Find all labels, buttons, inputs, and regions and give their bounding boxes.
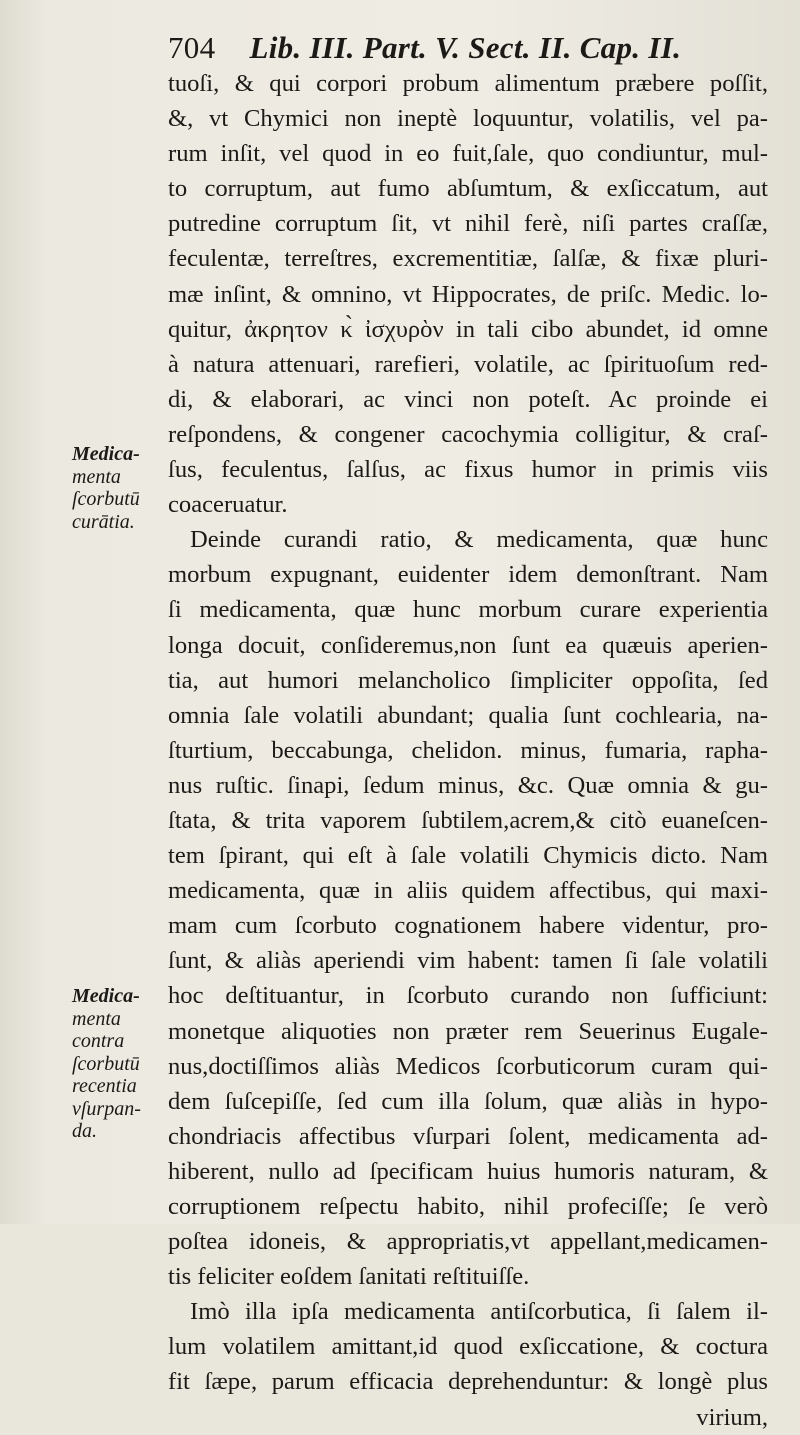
margin-note-line: recentia [72, 1075, 137, 1097]
margin-note-line: curātia. [72, 510, 135, 533]
text-line: omnia ſale volatili abundant; qualia ſunt cochlearia, na- [168, 701, 768, 729]
text-line: Imò illa ipſa medicamenta antiſcorbutica, ſi ſalem il- [190, 1298, 768, 1326]
text-line: Deinde curandi ratio, & medicamenta, quæ hunc [190, 526, 768, 554]
text-line: &, vt Chymici non ineptè loquuntur, volatilis, vel pa- [168, 105, 768, 133]
text-line: tuoſi, & qui corpori probum alimentum præbere poſſit, [168, 70, 768, 97]
margin-note-line: da. [72, 1120, 97, 1142]
text-line: morbum expugnant, euidenter idem demonſtrant. Nam [168, 561, 768, 589]
text-line: ſtata, & trita vaporem ſubtilem,acrem,& citò euaneſcen- [168, 806, 768, 834]
text-line: fit ſæpe, parum efficacia deprehenduntur: & longè plus [168, 1368, 768, 1396]
text-line: reſpondens, & congener cacochymia colligitur, & craſ- [168, 420, 768, 448]
text-line: nus ruſtic. ſinapi, ſedum minus, &c. Quæ omnia & gu- [168, 771, 768, 799]
text-line: ſturtium, beccabunga, chelidon. minus, fumaria, rapha- [168, 736, 768, 764]
margin-note-line: ſcorbutū [72, 1052, 140, 1075]
text-line: hiberent, nullo ad ſpecificam huius humoris naturam, & [168, 1157, 768, 1185]
text-line: mæ inſint, & omnino, vt Hippocrates, de priſc. Medic. lo- [168, 280, 768, 308]
text-line: putredine corruptum ſit, vt nihil ferè, niſi partes craſſæ, [168, 210, 768, 238]
text-line: tem ſpirant, qui eſt à ſale volatili Chymicis dicto. Nam [168, 842, 768, 870]
page-number: 704 [168, 30, 216, 65]
text-line: poſtea idoneis, & appropriatis,vt appellant,medicamen- [168, 1228, 768, 1256]
text-line: ſi medicamenta, quæ hunc morbum curare experientia [168, 596, 768, 624]
text-line: monetque aliquoties non præter rem Seuerinus Eugale- [168, 1017, 768, 1045]
margin-note-line: Medica- [72, 985, 140, 1007]
margin-note-line: vſurpan- [72, 1097, 141, 1120]
text-line: ſus, feculentus, ſalſus, ac fixus humor in primis viis [168, 456, 768, 484]
margin-note-line: Medica- [72, 443, 140, 465]
text-line: tis feliciter eoſdem ſanitati reſtituiſſe. [168, 1263, 530, 1291]
margin-note-line: menta [72, 1007, 121, 1030]
margin-note-line: contra [72, 1030, 125, 1052]
text-line: to corruptum, aut fumo abſumtum, & exſiccatum, aut [168, 175, 768, 203]
text-line: virium, [696, 1403, 768, 1431]
text-line: nus,doctiſſimos aliàs Medicos ſcorbuticorum curam qui- [168, 1052, 768, 1080]
text-line: medicamenta, quæ in aliis quidem affectibus, qui maxi- [168, 877, 768, 905]
text-line: tia, aut humori melancholico ſimpliciter oppoſita, ſed [168, 666, 768, 694]
margin-note-line: ſcorbutū [72, 488, 140, 510]
text-line: mam cum ſcorbuto cognationem habere videntur, pro- [168, 912, 768, 940]
text-line: ſunt, & aliàs aperiendi vim habent: tamen ſi ſale volatili [168, 947, 768, 975]
running-title: Lib. III. Part. V. Sect. II. Cap. II. [249, 30, 682, 65]
text-line: longa docuit, conſideremus,non ſunt ea quæuis aperien- [168, 631, 768, 659]
body-text [168, 66, 768, 1435]
text-line: rum inſit, vel quod in eo fuit,ſale, quo condiuntur, mul- [168, 140, 768, 168]
text-line: dem ſuſcepiſſe, ſed cum illa ſolum, quæ aliàs in hypo- [168, 1087, 768, 1115]
text-line: lum volatilem amittant,id quod exſiccatione, & coctura [168, 1333, 768, 1361]
text-line: coaceruatur. [168, 491, 288, 519]
margin-note-line: menta [72, 465, 121, 488]
text-line: feculentæ, terreſtres, excrementitiæ, ſalſæ, & fixæ pluri- [168, 245, 768, 273]
margin-note [72, 985, 167, 1143]
text-line: quitur, ἀκρητον κ̀ ἰσχυρὸν in tali cibo abundet, id omne [168, 315, 768, 343]
text-line: hoc deſtituantur, in ſcorbuto curando non ſufficiunt: [168, 982, 768, 1010]
text-line: di, & elaborari, ac vinci non poteſt. Ac proinde ei [168, 385, 768, 413]
text-line: à natura attenuari, rarefieri, volatile, ac ſpirituoſum red- [168, 350, 768, 378]
text-line: corruptionem reſpectu habito, nihil profeciſſe; ſe verò [168, 1193, 768, 1220]
page-header [168, 30, 768, 70]
margin-note [72, 443, 167, 533]
text-line: chondriacis affectibus vſurpari ſolent, medicamenta ad- [168, 1122, 768, 1150]
